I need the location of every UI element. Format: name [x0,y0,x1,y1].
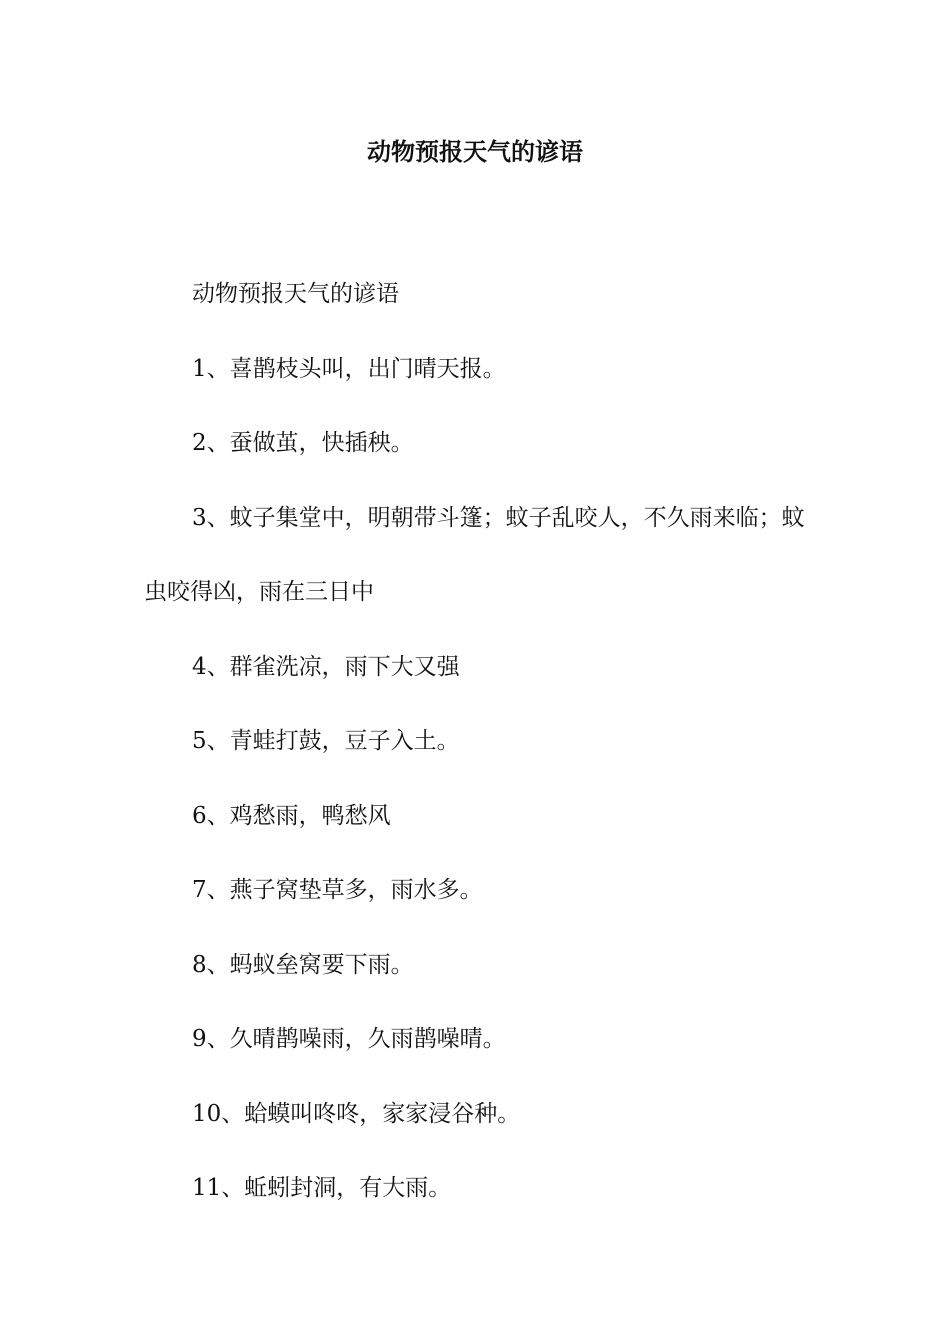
proverb-6: 6、鸡愁雨，鸭愁风 [192,802,391,829]
proverb-1: 1、喜鹊枝头叫，出门晴天报。 [192,355,506,382]
proverb-11: 11、蚯蚓封洞，有大雨。 [192,1175,452,1201]
proverb-3: 3、蚊子集堂中，明朝带斗篷；蚊子乱咬人，不久雨来临；蚊虫咬得凶，雨在三日中 [144,504,805,605]
proverb-4: 4、群雀洗凉，雨下大又强 [192,653,460,680]
document-title: 动物预报天气的谚语 [367,137,583,166]
proverb-7: 7、燕子窝垫草多，雨水多。 [192,877,483,903]
proverb-10: 10、蛤蟆叫咚咚，家家浸谷种。 [192,1100,521,1127]
proverb-8: 8、蚂蚁垒窝要下雨。 [192,951,414,978]
proverb-5: 5、青蛙打鼓，豆子入土。 [192,728,460,754]
paragraph-heading: 动物预报天气的谚语 [192,281,399,307]
proverb-9: 9、久晴鹊噪雨，久雨鹊噪晴。 [192,1026,506,1052]
document-body [144,257,806,1226]
proverb-2: 2、蚕做茧，快插秧。 [192,430,414,456]
